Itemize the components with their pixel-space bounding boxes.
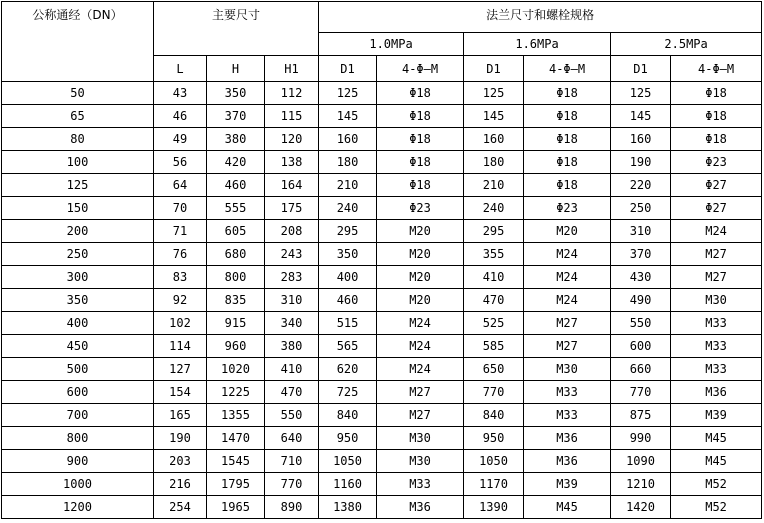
l-cell: 114 (154, 335, 207, 358)
h1-cell: 640 (265, 427, 319, 450)
bolt-cell: M45 (671, 427, 762, 450)
l-cell: 102 (154, 312, 207, 335)
table-row (2, 243, 762, 266)
dn-cell: 50 (2, 82, 154, 105)
bolt-cell: Φ18 (671, 105, 762, 128)
dn-cell: 600 (2, 381, 154, 404)
d1-cell: 370 (611, 243, 671, 266)
table-row (2, 404, 762, 427)
dn-cell: 500 (2, 358, 154, 381)
bolt-cell: M36 (377, 496, 464, 519)
bolt-cell: M20 (377, 220, 464, 243)
h1-cell: 340 (265, 312, 319, 335)
bolt-cell: M20 (524, 220, 611, 243)
dn-cell: 350 (2, 289, 154, 312)
bolt-cell: M24 (524, 266, 611, 289)
l-cell: 254 (154, 496, 207, 519)
d1-cell: 600 (611, 335, 671, 358)
dn-cell: 1200 (2, 496, 154, 519)
dn-cell: 900 (2, 450, 154, 473)
dn-cell: 150 (2, 197, 154, 220)
table-row (2, 174, 762, 197)
h1-cell: 208 (265, 220, 319, 243)
l-cell: 216 (154, 473, 207, 496)
d1-cell: 125 (611, 82, 671, 105)
d1-cell: 620 (319, 358, 377, 381)
bolt-cell: M39 (524, 473, 611, 496)
bolt-cell: Φ23 (377, 197, 464, 220)
d1-cell: 1160 (319, 473, 377, 496)
d1-cell: 180 (319, 151, 377, 174)
col-header-bolt: 4-Φ—M (377, 56, 464, 82)
nominal-diameter-header: 公称通经（DN） (2, 2, 154, 82)
d1-cell: 160 (464, 128, 524, 151)
d1-cell: 145 (319, 105, 377, 128)
col-header-bolt: 4-Φ—M (671, 56, 762, 82)
bolt-cell: M24 (524, 289, 611, 312)
bolt-cell: M33 (524, 381, 611, 404)
d1-cell: 515 (319, 312, 377, 335)
d1-cell: 310 (611, 220, 671, 243)
d1-cell: 190 (611, 151, 671, 174)
bolt-cell: Φ23 (671, 151, 762, 174)
h1-cell: 175 (265, 197, 319, 220)
bolt-cell: Φ18 (377, 82, 464, 105)
bolt-cell: M27 (377, 404, 464, 427)
h1-cell: 164 (265, 174, 319, 197)
col-header-d1: D1 (611, 56, 671, 82)
table-row (2, 197, 762, 220)
d1-cell: 1050 (319, 450, 377, 473)
bolt-cell: M45 (524, 496, 611, 519)
bolt-cell: Φ18 (524, 82, 611, 105)
bolt-cell: M27 (524, 335, 611, 358)
h1-cell: 550 (265, 404, 319, 427)
d1-cell: 210 (319, 174, 377, 197)
d1-cell: 1390 (464, 496, 524, 519)
d1-cell: 250 (611, 197, 671, 220)
h1-cell: 115 (265, 105, 319, 128)
table-row (2, 266, 762, 289)
bolt-cell: M30 (377, 450, 464, 473)
d1-cell: 950 (319, 427, 377, 450)
h1-cell: 380 (265, 335, 319, 358)
d1-cell: 770 (464, 381, 524, 404)
d1-cell: 220 (611, 174, 671, 197)
bolt-cell: Φ18 (377, 151, 464, 174)
l-cell: 190 (154, 427, 207, 450)
d1-cell: 145 (464, 105, 524, 128)
d1-cell: 1090 (611, 450, 671, 473)
bolt-cell: M45 (671, 450, 762, 473)
d1-cell: 1210 (611, 473, 671, 496)
h-cell: 1795 (207, 473, 265, 496)
table-row (2, 151, 762, 174)
table-row (2, 496, 762, 519)
table-row (2, 312, 762, 335)
bolt-cell: Φ18 (377, 105, 464, 128)
dn-cell: 100 (2, 151, 154, 174)
bolt-cell: M30 (671, 289, 762, 312)
bolt-cell: Φ18 (524, 105, 611, 128)
l-cell: 64 (154, 174, 207, 197)
col-header-h1: H1 (265, 56, 319, 82)
bolt-cell: M24 (524, 243, 611, 266)
h-cell: 680 (207, 243, 265, 266)
h-cell: 420 (207, 151, 265, 174)
h-cell: 1355 (207, 404, 265, 427)
l-cell: 56 (154, 151, 207, 174)
table-row (2, 358, 762, 381)
l-cell: 43 (154, 82, 207, 105)
table-row (2, 381, 762, 404)
l-cell: 70 (154, 197, 207, 220)
bolt-cell: Φ23 (524, 197, 611, 220)
d1-cell: 125 (464, 82, 524, 105)
d1-cell: 990 (611, 427, 671, 450)
h-cell: 460 (207, 174, 265, 197)
h1-cell: 138 (265, 151, 319, 174)
bolt-cell: M20 (377, 243, 464, 266)
dn-cell: 700 (2, 404, 154, 427)
table-row (2, 105, 762, 128)
d1-cell: 430 (611, 266, 671, 289)
dn-cell: 250 (2, 243, 154, 266)
l-cell: 154 (154, 381, 207, 404)
l-cell: 165 (154, 404, 207, 427)
bolt-cell: Φ27 (671, 197, 762, 220)
h-cell: 380 (207, 128, 265, 151)
dn-cell: 80 (2, 128, 154, 151)
h1-cell: 470 (265, 381, 319, 404)
pressure-header-2: 1.6MPa (464, 33, 611, 56)
h1-cell: 112 (265, 82, 319, 105)
l-cell: 203 (154, 450, 207, 473)
dn-cell: 400 (2, 312, 154, 335)
bolt-cell: M27 (377, 381, 464, 404)
main-dimensions-header: 主要尺寸 (154, 2, 319, 56)
h-cell: 350 (207, 82, 265, 105)
bolt-cell: M39 (671, 404, 762, 427)
bolt-cell: M33 (377, 473, 464, 496)
d1-cell: 160 (319, 128, 377, 151)
bolt-cell: M33 (671, 358, 762, 381)
bolt-cell: Φ18 (377, 128, 464, 151)
col-header-h: H (207, 56, 265, 82)
h-cell: 1545 (207, 450, 265, 473)
l-cell: 71 (154, 220, 207, 243)
bolt-cell: Φ27 (671, 174, 762, 197)
d1-cell: 770 (611, 381, 671, 404)
table-body (2, 82, 762, 519)
dn-cell: 125 (2, 174, 154, 197)
bolt-cell: M20 (377, 289, 464, 312)
d1-cell: 295 (319, 220, 377, 243)
table-row (2, 473, 762, 496)
h-cell: 960 (207, 335, 265, 358)
h1-cell: 120 (265, 128, 319, 151)
bolt-cell: Φ18 (671, 128, 762, 151)
bolt-cell: Φ18 (524, 151, 611, 174)
bolt-cell: Φ18 (671, 82, 762, 105)
l-cell: 46 (154, 105, 207, 128)
bolt-cell: Φ18 (377, 174, 464, 197)
dn-cell: 800 (2, 427, 154, 450)
dn-cell: 65 (2, 105, 154, 128)
table-row (2, 335, 762, 358)
l-cell: 76 (154, 243, 207, 266)
bolt-cell: M36 (671, 381, 762, 404)
l-cell: 83 (154, 266, 207, 289)
d1-cell: 210 (464, 174, 524, 197)
bolt-cell: M27 (524, 312, 611, 335)
d1-cell: 410 (464, 266, 524, 289)
d1-cell: 725 (319, 381, 377, 404)
d1-cell: 950 (464, 427, 524, 450)
col-header-l: L (154, 56, 207, 82)
h1-cell: 410 (265, 358, 319, 381)
bolt-cell: M33 (524, 404, 611, 427)
pressure-header-1: 1.0MPa (319, 33, 464, 56)
d1-cell: 550 (611, 312, 671, 335)
dn-cell: 1000 (2, 473, 154, 496)
d1-cell: 1170 (464, 473, 524, 496)
col-header-d1: D1 (319, 56, 377, 82)
h1-cell: 310 (265, 289, 319, 312)
bolt-cell: Φ18 (524, 128, 611, 151)
bolt-cell: M27 (671, 266, 762, 289)
d1-cell: 160 (611, 128, 671, 151)
h-cell: 800 (207, 266, 265, 289)
flange-bolt-header: 法兰尺寸和螺栓规格 (319, 2, 762, 33)
table-row (2, 289, 762, 312)
table-row (2, 427, 762, 450)
bolt-cell: M24 (671, 220, 762, 243)
d1-cell: 585 (464, 335, 524, 358)
d1-cell: 1050 (464, 450, 524, 473)
d1-cell: 1380 (319, 496, 377, 519)
bolt-cell: M36 (524, 450, 611, 473)
l-cell: 49 (154, 128, 207, 151)
h-cell: 1020 (207, 358, 265, 381)
d1-cell: 350 (319, 243, 377, 266)
d1-cell: 1420 (611, 496, 671, 519)
d1-cell: 565 (319, 335, 377, 358)
d1-cell: 840 (464, 404, 524, 427)
bolt-cell: M24 (377, 358, 464, 381)
bolt-cell: M33 (671, 335, 762, 358)
h1-cell: 243 (265, 243, 319, 266)
h1-cell: 710 (265, 450, 319, 473)
d1-cell: 295 (464, 220, 524, 243)
d1-cell: 240 (464, 197, 524, 220)
d1-cell: 840 (319, 404, 377, 427)
d1-cell: 355 (464, 243, 524, 266)
d1-cell: 400 (319, 266, 377, 289)
d1-cell: 460 (319, 289, 377, 312)
table-row (2, 128, 762, 151)
d1-cell: 650 (464, 358, 524, 381)
valve-dimension-table (1, 1, 762, 519)
col-header-bolt: 4-Φ—M (524, 56, 611, 82)
h-cell: 1965 (207, 496, 265, 519)
d1-cell: 525 (464, 312, 524, 335)
d1-cell: 490 (611, 289, 671, 312)
h1-cell: 770 (265, 473, 319, 496)
bolt-cell: Φ18 (524, 174, 611, 197)
h1-cell: 890 (265, 496, 319, 519)
table-row (2, 82, 762, 105)
d1-cell: 240 (319, 197, 377, 220)
bolt-cell: M30 (524, 358, 611, 381)
h-cell: 835 (207, 289, 265, 312)
bolt-cell: M52 (671, 473, 762, 496)
d1-cell: 470 (464, 289, 524, 312)
d1-cell: 145 (611, 105, 671, 128)
h-cell: 1470 (207, 427, 265, 450)
h-cell: 605 (207, 220, 265, 243)
pressure-header-3: 2.5MPa (611, 33, 762, 56)
bolt-cell: M36 (524, 427, 611, 450)
dn-cell: 300 (2, 266, 154, 289)
bolt-cell: M20 (377, 266, 464, 289)
h1-cell: 283 (265, 266, 319, 289)
l-cell: 92 (154, 289, 207, 312)
d1-cell: 125 (319, 82, 377, 105)
l-cell: 127 (154, 358, 207, 381)
d1-cell: 660 (611, 358, 671, 381)
h-cell: 555 (207, 197, 265, 220)
bolt-cell: M33 (671, 312, 762, 335)
d1-cell: 875 (611, 404, 671, 427)
h-cell: 1225 (207, 381, 265, 404)
col-header-d1: D1 (464, 56, 524, 82)
dn-cell: 450 (2, 335, 154, 358)
bolt-cell: M52 (671, 496, 762, 519)
dn-cell: 200 (2, 220, 154, 243)
bolt-cell: M30 (377, 427, 464, 450)
table-row (2, 220, 762, 243)
table-row (2, 450, 762, 473)
h-cell: 370 (207, 105, 265, 128)
h-cell: 915 (207, 312, 265, 335)
d1-cell: 180 (464, 151, 524, 174)
bolt-cell: M27 (671, 243, 762, 266)
bolt-cell: M24 (377, 312, 464, 335)
bolt-cell: M24 (377, 335, 464, 358)
